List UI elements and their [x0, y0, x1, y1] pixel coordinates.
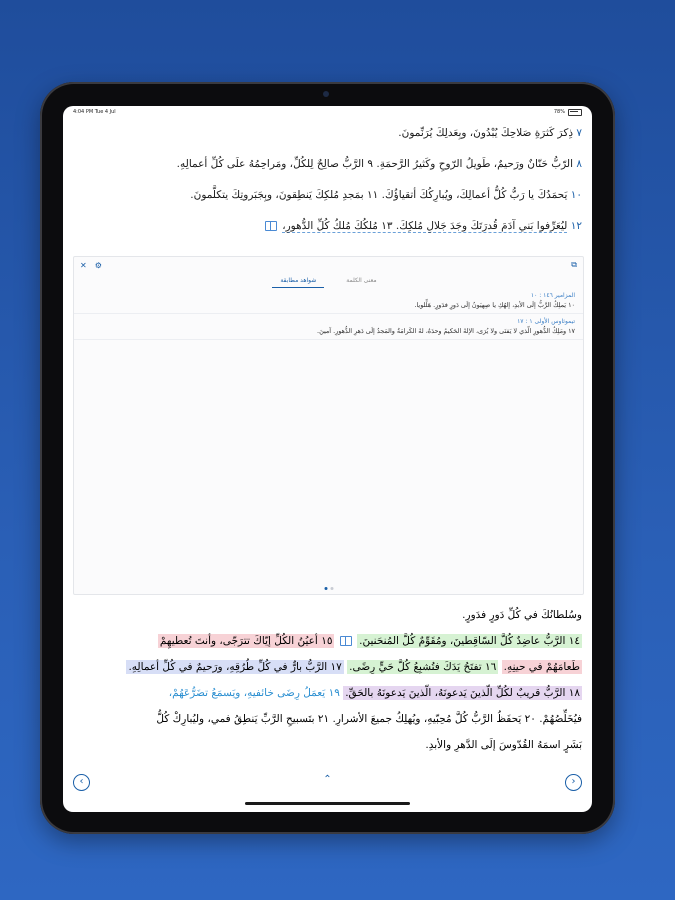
panel-header — [74, 257, 583, 273]
previous-chapter-button[interactable]: ‹ — [73, 774, 90, 791]
crossref-text: ١٧ ومَلِكُ الدُّهورِ الّذي لا يَفنَى ولا يُرَى، الإلهُ الحَكيمُ وحدَهُ، لهُ الكَرامَةُ والمَجدُ إلَى دَهرِ الدُّهورِ. آمينَ. — [317, 327, 575, 335]
crossref-icon[interactable] — [265, 221, 277, 231]
highlight-pink[interactable]: طَعامَهُمْ في حينِهِ. — [503, 661, 580, 673]
highlight-green[interactable]: ١٤ الرَّبُّ عاضِدٌ كُلَّ السّاقِطينَ، ومُقَوِّمٌ كُلَّ المُنحَنينَ. — [359, 635, 580, 647]
tablet-frame — [40, 82, 615, 834]
crossref-entry[interactable] — [74, 288, 583, 314]
verse-line: ٧ ذِكرَ كَثرَةِ صَلاحِكَ يُبْدُونَ، وبِعَدلِكَ يُرَنِّمونَ. — [398, 127, 582, 139]
highlight-pink[interactable]: ١٥ أعيُنُ الكُلِّ إيّاكَ تترَجّى، وأنتَ تُعطيهِمْ — [159, 635, 333, 647]
highlight-blue[interactable]: ١٧ الرَّبُّ بارٌّ في كُلِّ طُرُقِهِ، ورَحيمٌ في كُلِّ أعمالِهِ. — [128, 661, 342, 673]
bottom-nav — [63, 774, 592, 794]
camera-dot — [323, 91, 329, 97]
next-chapter-button[interactable]: › — [565, 774, 582, 791]
battery-percent: 78% — [553, 109, 565, 115]
close-icon[interactable]: ✕ — [80, 260, 87, 270]
page-dots — [324, 587, 333, 590]
battery-icon — [568, 109, 582, 116]
screen — [63, 106, 592, 812]
tab-cross-references[interactable]: شواهد مطابقة — [272, 275, 324, 288]
verse-line: بَشَرٍ اسمَهُ القُدّوسَ إلَى الدَّهرِ والأبدِ. — [425, 739, 582, 751]
bible-reader-lower — [63, 602, 592, 758]
verse-line: ١٢ ليُعَرِّفوا بَني آدَمَ قُدرَتَكَ وجَدَ جَلالِ مُلكِكَ. ١٣ مُلكُكَ مُلكُ كُلِّ الدُّهورِ، — [73, 211, 582, 242]
verse-line: فيُخَلِّصُهُمْ. ٢٠ يَحفَظُ الرَّبُّ كُلَّ مُحِبّيهِ، ويُهلِكُ جميعَ الأشرارِ. ٢١ بتَسبيحِ الرَّبِّ يَنطِقُ فمي، وليُبارِكْ كُلُّ — [156, 713, 582, 725]
crossref-reference[interactable]: تيموثاوس الأولى ١ : ١٧ — [517, 318, 575, 325]
chevron-up-icon[interactable]: ⌃ — [323, 774, 332, 785]
book-icon[interactable]: ⧉ — [571, 260, 577, 269]
bible-reader-text — [63, 118, 592, 242]
crossref-reference[interactable]: المزامير ١٤٦ : ١٠ — [530, 292, 575, 299]
panel-tabs — [74, 275, 583, 288]
crossref-panel — [73, 256, 584, 595]
verse-line — [73, 680, 582, 706]
crossref-entry[interactable] — [74, 314, 583, 340]
highlight-purple[interactable]: ١٨ الرَّبُّ قريبٌ لكُلِّ الّذينَ يَدعونَهُ، الّذينَ يَدعونَهُ بالحَقِّ. — [345, 687, 580, 699]
verse-line: ٨ الرّبُّ حَنّانٌ ورَحيمٌ، طَويلُ الرّوحِ وكَثيرُ الرَّحمَةِ. ٩ الرَّبُّ صالِحٌ لِلكُلِّ، ومَراحِمُهُ علَى كُلِّ أعمالِهِ. — [176, 158, 582, 170]
verse-line: وسُلطانُكَ في كُلِّ دَورٍ فدَورٍ. — [462, 609, 582, 621]
tab-word-meaning[interactable]: معنى الكلمة — [346, 277, 377, 284]
status-bar — [63, 106, 592, 118]
verse-line: ١٠ يَحمَدُكَ يا رَبُّ كُلُّ أعمالِكَ، ويُبارِكُكَ أتقياؤُكَ. ١١ بمَجدِ مُلكِكَ يَنطِقونَ، وبِجَبَروتِكَ يتكلَّمونَ. — [190, 189, 582, 201]
verse-line — [73, 628, 582, 654]
verse-text: ١٩ يَعمَلُ رِضَى خائفيهِ، ويَسمَعُ تضَرُّعَهُمْ، — [168, 687, 340, 699]
verse-line — [73, 654, 582, 680]
crossref-icon[interactable] — [340, 636, 352, 646]
settings-icon[interactable]: ⚙ — [94, 260, 102, 270]
crossref-text: ١٠ يَملِكُ الرَّبُّ إلَى الأبدِ، إلهُكِ يا صِهيَونُ إلَى دَورٍ فدَورٍ. هَلِّلويا. — [414, 301, 575, 309]
status-right — [554, 109, 582, 116]
highlight-green[interactable]: ١٦ تفتَحُ يَدَكَ فتُشبِعُ كُلَّ حَيٍّ رِضًى. — [349, 661, 497, 673]
status-time-date: 4:04 PM Tue 4 Jul — [73, 109, 116, 115]
home-indicator[interactable] — [245, 802, 410, 805]
